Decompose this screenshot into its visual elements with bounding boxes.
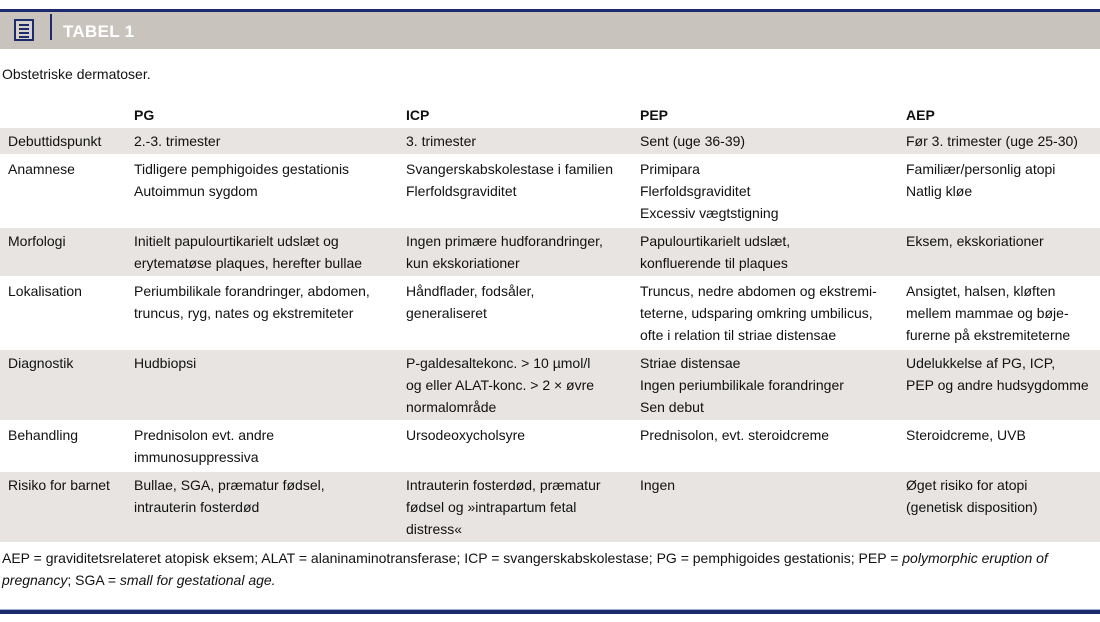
cell-line: Steroidcreme, UVB	[906, 427, 1026, 443]
cell-line: fødsel og »intrapartum fetal	[406, 499, 577, 515]
cell-line: Ingen	[640, 477, 676, 493]
table-cell	[640, 228, 906, 276]
cell-line: Ansigtet, halsen, kløften	[906, 283, 1056, 299]
divider	[50, 14, 52, 40]
cell-line: erytematøse plaques, herefter bullae	[134, 255, 363, 271]
table-row	[0, 156, 1100, 226]
cell-line: Primipara	[640, 161, 700, 177]
row-label: Behandling	[8, 427, 79, 443]
table-cell	[134, 350, 406, 420]
table-cell	[134, 278, 406, 348]
table-cell	[906, 156, 1100, 226]
bottom-rule	[0, 609, 1100, 614]
column-header: ICP	[406, 107, 430, 123]
cell-line: generaliseret	[406, 305, 487, 321]
cell-line: 2.-3. trimester	[134, 133, 221, 149]
cell-line: og eller ALAT-konc. > 2 × øvre	[406, 377, 595, 393]
table-cell	[134, 128, 406, 154]
cell-line: Ingen primære hudforandringer,	[406, 233, 603, 249]
cell-line: Håndflader, fodsåler,	[406, 283, 535, 299]
column-header: PEP	[640, 107, 669, 123]
footnote-italic: polymorphic eruption of pregnancy	[2, 550, 1048, 588]
table-caption: Obstetriske dermatoser.	[2, 66, 151, 82]
table-cell	[406, 278, 640, 348]
row-label: Morfologi	[0, 228, 134, 276]
cell-line: Striae distensae	[640, 355, 741, 371]
table-row	[0, 128, 1100, 154]
table-cell	[640, 472, 906, 542]
column-header: PG	[134, 107, 155, 123]
cell-line: P-galdesaltekonc. > 10 µmol/l	[406, 355, 591, 371]
cell-line: Prednisolon evt. andre	[134, 427, 275, 443]
cell-line: Autoimmun sygdom	[134, 183, 258, 199]
cell-line: Hudbiopsi	[134, 355, 197, 371]
cell-line: furerne på ekstremiteterne	[906, 327, 1071, 343]
footnote-text: AEP = graviditetsrelateret atopisk eksem; ALAT = alaninaminotransferase; ICP = svangerskabskolestase; PG = pemphigoides gestationis; PEP =	[2, 550, 903, 566]
table-cell	[640, 128, 906, 154]
cell-line: Papulourtikarielt udslæt,	[640, 233, 791, 249]
cell-line: Øget risiko for atopi	[906, 477, 1028, 493]
row-label: Anamnese	[8, 161, 75, 177]
cell-line: Før 3. trimester (uge 25-30)	[906, 133, 1078, 149]
table-cell	[406, 128, 640, 154]
row-label: Risiko for barnet	[0, 472, 134, 542]
table-cell	[134, 422, 406, 470]
table-cell	[906, 422, 1100, 470]
cell-line: intrauterin fosterdød	[134, 499, 260, 515]
table-cell	[640, 278, 906, 348]
table-cell	[406, 228, 640, 276]
cell-line: kun ekskoriationer	[406, 255, 520, 271]
cell-line: Udelukkelse af PG, ICP,	[906, 355, 1056, 371]
cell-line: teterne, udsparing omkring umbilicus,	[640, 305, 873, 321]
table-title: TABEL 1	[63, 22, 135, 41]
cell-line: Ingen periumbilikale forandringer	[640, 377, 844, 393]
column-header: AEP	[906, 107, 935, 123]
table-cell	[134, 472, 406, 542]
footnote	[2, 547, 1092, 591]
cell-line: Flerfoldsgraviditet	[640, 183, 751, 199]
table-cell	[134, 228, 406, 276]
column-header	[0, 104, 134, 126]
footnote-text: ; SGA =	[67, 572, 120, 588]
cell-line: Excessiv vægtstigning	[640, 205, 779, 221]
table-cell	[906, 472, 1100, 542]
cell-line: normalområde	[406, 399, 497, 415]
table-cell	[640, 156, 906, 226]
cell-line: distress«	[406, 521, 463, 537]
table-cell	[406, 350, 640, 420]
cell-line: Tidligere pemphigoides gestationis	[134, 161, 350, 177]
cell-line: Eksem, ekskoriationer	[906, 233, 1044, 249]
cell-line: 3. trimester	[406, 133, 477, 149]
cell-line: konfluerende til plaques	[640, 255, 788, 271]
cell-line: immunosuppressiva	[134, 449, 259, 465]
cell-line: Periumbilikale forandringer, abdomen,	[134, 283, 370, 299]
cell-line: Ursodeoxycholsyre	[406, 427, 526, 443]
table-cell	[640, 350, 906, 420]
cell-line: Intrauterin fosterdød, præmatur	[406, 477, 601, 493]
row-label: Diagnostik	[0, 350, 134, 420]
cell-line: (genetisk disposition)	[906, 499, 1038, 515]
cell-line: Initielt papulourtikarielt udslæt og	[134, 233, 339, 249]
header-row	[0, 104, 1100, 126]
dermatoses-table	[0, 102, 1100, 544]
cell-line: mellem mammae og bøje-	[906, 305, 1069, 321]
cell-line: ofte i relation til striae distensae	[640, 327, 837, 343]
footnote-italic: small for gestational age.	[119, 572, 276, 588]
row-label: Lokalisation	[8, 283, 82, 299]
table-row	[0, 228, 1100, 276]
table-row	[0, 350, 1100, 420]
cell-line: Prednisolon, evt. steroidcreme	[640, 427, 830, 443]
cell-line: Truncus, nedre abdomen og ekstremi-	[640, 283, 877, 299]
table-row	[0, 278, 1100, 348]
cell-line: Bullae, SGA, præmatur fødsel,	[134, 477, 325, 493]
cell-line: Sent (uge 36-39)	[640, 133, 746, 149]
cell-line: Familiær/personlig atopi	[906, 161, 1056, 177]
table-cell	[906, 128, 1100, 154]
table-cell	[906, 350, 1100, 420]
table-row	[0, 472, 1100, 542]
table-cell	[406, 156, 640, 226]
table-header-band	[0, 12, 1100, 49]
cell-line: Svangerskabskolestase i familien	[406, 161, 613, 177]
table-cell	[906, 228, 1100, 276]
cell-line: Natlig kløe	[906, 183, 973, 199]
table-cell	[134, 156, 406, 226]
cell-line: PEP og andre hudsygdomme	[906, 377, 1089, 393]
row-label: Debuttidspunkt	[0, 128, 134, 154]
table-row	[0, 422, 1100, 470]
cell-line: truncus, ryg, nates og ekstremiteter	[134, 305, 354, 321]
table-section	[0, 102, 1100, 622]
cell-line: Flerfoldsgraviditet	[406, 183, 517, 199]
cell-line: Sen debut	[640, 399, 704, 415]
document-list-icon	[14, 19, 34, 41]
table-cell	[406, 422, 640, 470]
table-cell	[406, 472, 640, 542]
table-cell	[640, 422, 906, 470]
table-cell	[906, 278, 1100, 348]
